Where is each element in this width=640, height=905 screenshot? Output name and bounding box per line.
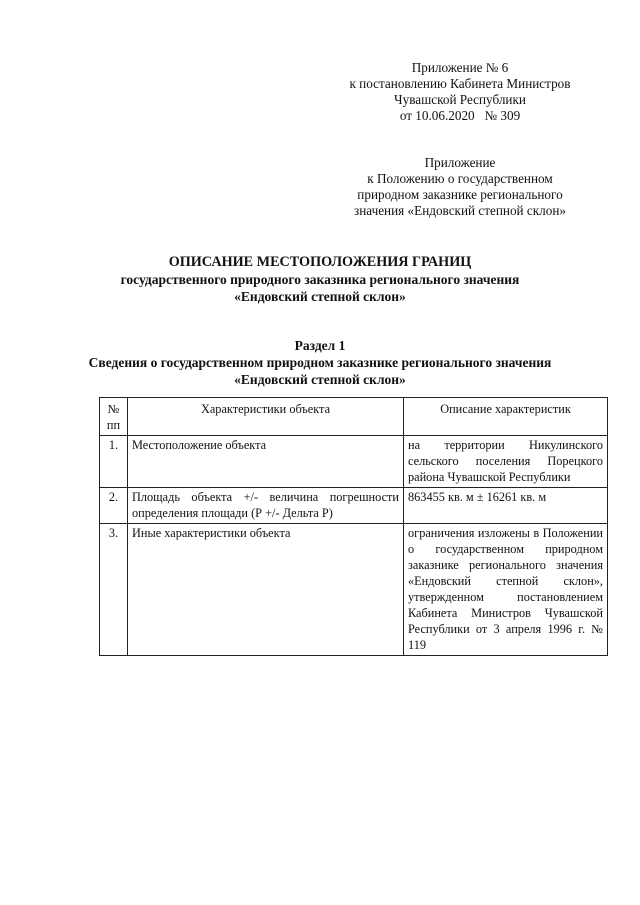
- appendix-block: [320, 155, 600, 219]
- characteristics-table: [99, 397, 608, 656]
- appendix-6-date-number: от 10.06.2020 № 309: [399, 108, 521, 123]
- heading-subtitle: государственного природного заказника регионального значения: [120, 272, 520, 287]
- heading-title: ОПИСАНИЕ МЕСТОПОЛОЖЕНИЯ ГРАНИЦ: [168, 254, 472, 270]
- heading-reserve-name: «Ендовский степной склон»: [234, 289, 406, 304]
- header-characteristic: Характеристики объекта: [128, 398, 404, 436]
- appendix-reserve: природном заказнике регионального: [357, 187, 563, 202]
- table-row: [100, 524, 608, 656]
- section-heading: [0, 337, 640, 388]
- appendix-6-title: Приложение № 6: [411, 60, 509, 75]
- row-characteristic: Местоположение объекта: [128, 436, 404, 488]
- header-description: Описание характеристик: [404, 398, 608, 436]
- appendix-title: Приложение: [424, 155, 496, 170]
- appendix-6-republic: Чувашской Республики: [394, 92, 526, 107]
- header-number: № пп: [100, 398, 128, 436]
- row-number: 3.: [100, 524, 128, 656]
- row-description: на территории Никулинского сельского поселения Порецкого района Чувашской Республики: [404, 436, 608, 488]
- row-characteristic: Площадь объекта +/- величина погрешности определения площади (Р +/- Дельта Р): [128, 488, 404, 524]
- appendix-6-resolution: к постановлению Кабинета Министров: [349, 76, 571, 91]
- section-title: Сведения о государственном природном заказнике регионального значения: [88, 355, 552, 370]
- row-number: 2.: [100, 488, 128, 524]
- row-description: ограничения изложены в Положении о государственном природном заказнике регионального значения «Ендовский степной склон», утвержденном постановлением Кабинета Министров Чувашской Республики от 3 апреля 1996 г. № 119: [404, 524, 608, 656]
- appendix-regulation: к Положению о государственном: [367, 171, 553, 186]
- row-number: 1.: [100, 436, 128, 488]
- row-description: 863455 кв. м ± 16261 кв. м: [404, 488, 608, 524]
- table-row: [100, 436, 608, 488]
- document-heading: [0, 254, 640, 305]
- appendix-6-block: [320, 60, 600, 124]
- section-reserve-name: «Ендовский степной склон»: [234, 372, 406, 387]
- row-characteristic: Иные характеристики объекта: [128, 524, 404, 656]
- table-row: [100, 488, 608, 524]
- appendix-reserve-name: значения «Ендовский степной склон»: [353, 203, 566, 218]
- section-number: Раздел 1: [294, 338, 346, 353]
- table-header-row: [100, 398, 608, 436]
